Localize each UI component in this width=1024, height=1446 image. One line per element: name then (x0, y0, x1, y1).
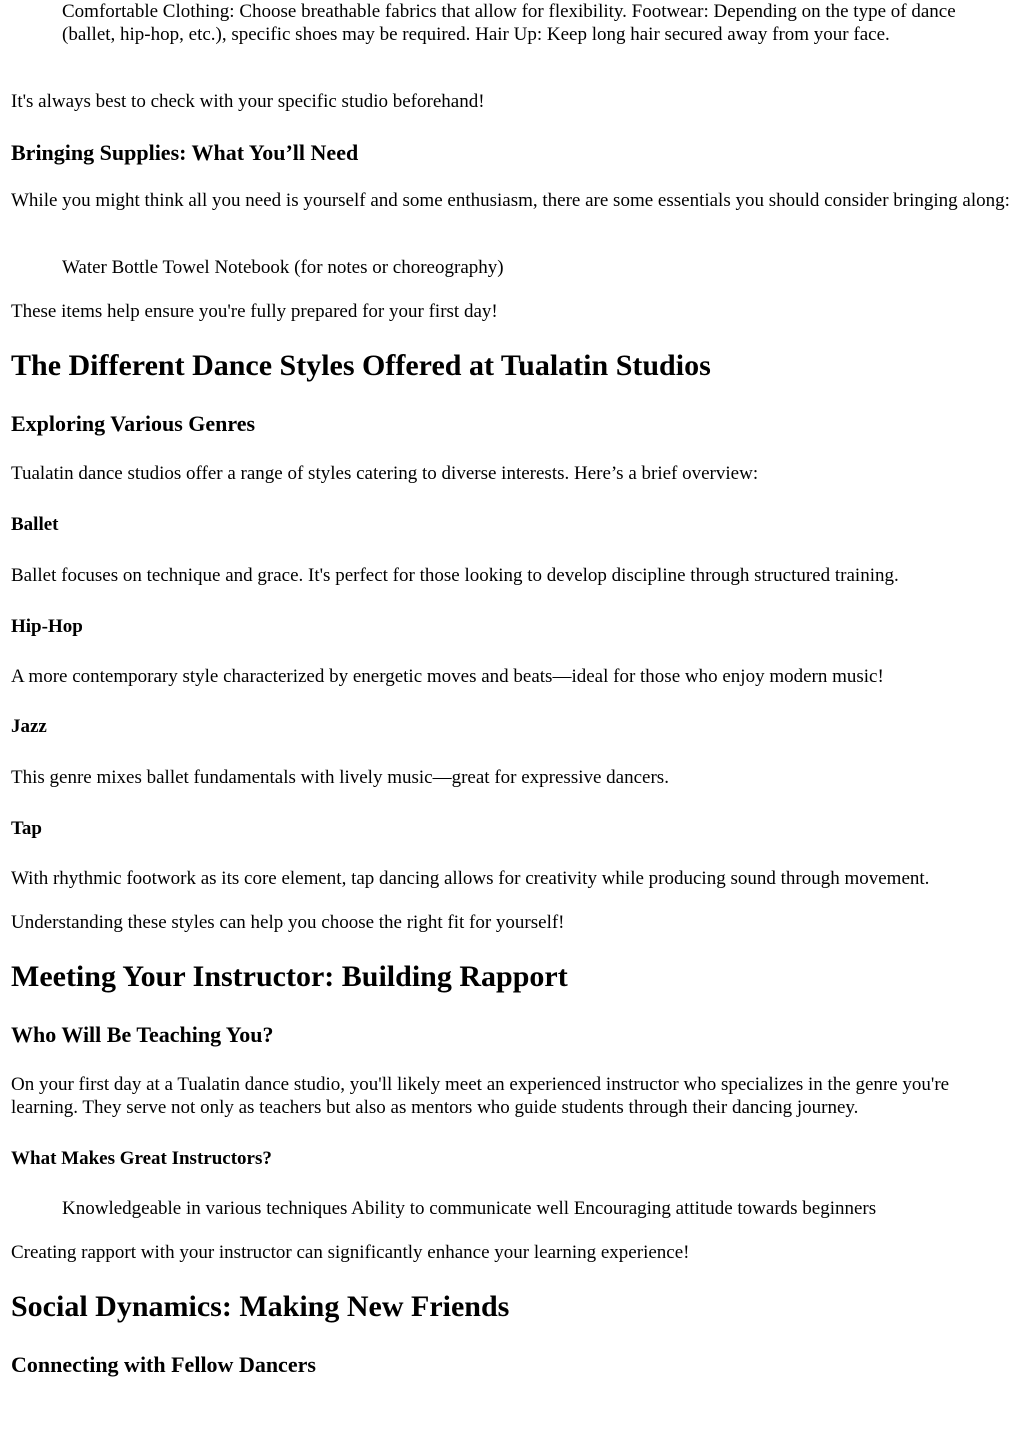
heading-exploring-genres: Exploring Various Genres (11, 411, 256, 436)
heading-jazz: Jazz (11, 716, 47, 737)
heading-connecting-dancers: Connecting with Fellow Dancers (11, 1352, 316, 1377)
paragraph-jazz: This genre mixes ballet fundamentals with lively music—great for expressive dancers. (11, 767, 669, 788)
paragraph-choose-fit: Understanding these styles can help you choose the right fit for yourself! (11, 912, 565, 933)
heading-bringing-supplies: Bringing Supplies: What You’ll Need (11, 140, 359, 165)
heading-ballet: Ballet (11, 514, 59, 535)
paragraph-tap: With rhythmic footwork as its core element, tap dancing allows for creativity while producing sound through movement. (11, 868, 930, 889)
paragraph-studio-check: It's always best to check with your specific studio beforehand! (11, 91, 485, 112)
heading-tap: Tap (11, 818, 42, 839)
paragraph-rapport: Creating rapport with your instructor can significantly enhance your learning experience! (11, 1242, 690, 1263)
heading-meeting-instructor: Meeting Your Instructor: Building Rapport (11, 960, 568, 993)
heading-social-dynamics: Social Dynamics: Making New Friends (11, 1290, 510, 1323)
paragraph-essentials-intro: While you might think all you need is yourself and some enthusiasm, there are some essentials you should consider bringing along: (11, 190, 1010, 211)
heading-who-teaching: Who Will Be Teaching You? (11, 1022, 274, 1047)
paragraph-first-day-instructor: On your first day at a Tualatin dance studio, you'll likely meet an experienced instructor who specializes in the genre you're learning. They serve not only as teachers but also as mentors who guide students through their dancing journey. (11, 1074, 950, 1118)
paragraph-hip-hop: A more contemporary style characterized by energetic moves and beats—ideal for those who enjoy modern music! (11, 666, 884, 687)
supplies-list-text: Water Bottle Towel Notebook (for notes or choreography) (62, 257, 504, 278)
paragraph-ballet: Ballet focuses on technique and grace. It's perfect for those looking to develop discipline through structured training. (11, 565, 899, 586)
instructor-qualities-list-text: Knowledgeable in various techniques Ability to communicate well Encouraging attitude towards beginners (62, 1198, 877, 1219)
attire-list-text: Comfortable Clothing: Choose breathable fabrics that allow for flexibility. Footwear: Depending on the type of dance (ballet, hip-hop, etc.), specific shoes may be required. Hair Up: Keep long hair secured away from your face. (62, 1, 956, 45)
paragraph-styles-overview: Tualatin dance studios offer a range of styles catering to diverse interests. Here’s a brief overview: (11, 463, 759, 484)
heading-dance-styles: The Different Dance Styles Offered at Tualatin Studios (11, 349, 711, 382)
heading-hip-hop: Hip-Hop (11, 616, 83, 637)
paragraph-prepared: These items help ensure you're fully prepared for your first day! (11, 301, 498, 322)
heading-great-instructors: What Makes Great Instructors? (11, 1148, 272, 1169)
